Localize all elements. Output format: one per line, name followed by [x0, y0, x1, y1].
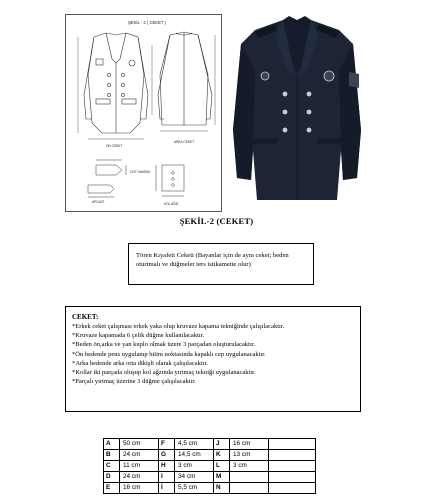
- drawing-title: ŞEKİL - 2 ( CEKET ): [128, 20, 166, 25]
- measurement-row: [104, 461, 316, 472]
- measurement-value: 16 cm: [230, 439, 269, 450]
- cuff-label: KOL AĞZI: [164, 202, 179, 206]
- measurement-value: 24 cm: [120, 472, 159, 483]
- measurement-table: [103, 438, 316, 494]
- measurement-value: 3 cm: [230, 461, 269, 472]
- measurement-key: G: [159, 450, 175, 461]
- measurement-key: I: [159, 472, 175, 483]
- measurement-value: 11 cm: [120, 461, 159, 472]
- ceket-item: *Erkek ceket çalışması erkek yaka olup kruvaze kapama tekniğinde çalışılacaktır.: [72, 323, 285, 330]
- note-box: Tören Kıyafeti Ceketi (Bayanlar için de aynı ceket; beden oturtmalı ve düğmeler ters istikamette olur): [128, 243, 314, 285]
- measurement-key: F: [159, 439, 175, 450]
- measurement-key: D: [104, 472, 120, 483]
- ceket-item: *Beden ön,arka ve yan kuplo olmak üzere 3 parçadan oluşturulacaktır.: [72, 341, 256, 349]
- measurement-value: 16 cm: [120, 483, 159, 494]
- ceket-item: *Parçalı yırtmaç üzerine 3 düğme çalışılacaktır.: [72, 378, 196, 386]
- measurement-value: [230, 472, 269, 483]
- front-jacket-drawing: [84, 33, 148, 133]
- ceket-item: *Kollar iki parçada oluşup kol ağzında yırtmaç tekniği uygulanacaktır.: [72, 369, 256, 377]
- epaulette-drawing: [88, 185, 114, 197]
- measurement-key: C: [104, 461, 120, 472]
- measurement-key: K: [214, 450, 230, 461]
- back-jacket-drawing: [158, 32, 212, 125]
- ceket-item: *Kruvaze kapamada 6 çelik düğme kullanılacaktır.: [72, 332, 205, 340]
- epaulette-label: APOLET: [92, 200, 105, 204]
- measurement-key: M: [214, 472, 230, 483]
- measurement-value: 50 cm: [120, 439, 159, 450]
- ceket-description-box: [65, 306, 361, 412]
- back-jacket-label: ARKA CEKET: [174, 140, 195, 144]
- measurement-value: 5,5 cm: [175, 483, 214, 494]
- ceket-title: CEKET:: [72, 313, 99, 321]
- jacket-pattern-illustration: [66, 15, 221, 211]
- measurement-value: 4,5 cm: [175, 439, 214, 450]
- measurement-key: H: [159, 461, 175, 472]
- measurement-value: [230, 483, 269, 494]
- ceket-item: *Arka bedende arka orta dikişli olarak çalışılacaktır.: [72, 359, 208, 367]
- measurement-value: 14,5 cm: [175, 450, 214, 461]
- measurement-row: [104, 483, 316, 494]
- measurement-key: L: [214, 461, 230, 472]
- measurement-key: J: [214, 439, 230, 450]
- measurement-empty-cell: [269, 461, 316, 472]
- jacket-photo: [225, 10, 370, 205]
- back-measure-lines: [160, 35, 215, 131]
- figure-title: ŞEKİL-2 (CEKET): [179, 216, 254, 226]
- measurement-key: B: [104, 450, 120, 461]
- front-jacket-label: ÖN CEKET: [106, 144, 123, 148]
- measurement-key: İ: [159, 483, 175, 494]
- measurement-empty-cell: [269, 472, 316, 483]
- jacket-photo-illustration: [225, 10, 370, 205]
- measurement-empty-cell: [269, 483, 316, 494]
- collar-piece-drawing: [96, 160, 126, 175]
- measurement-value: 13 cm: [230, 450, 269, 461]
- measurement-key: E: [104, 483, 120, 494]
- measurement-row: [104, 439, 316, 450]
- cuff-drawing: [156, 165, 184, 196]
- ceket-list: [72, 322, 355, 386]
- measurement-key: A: [104, 439, 120, 450]
- measurement-key: N: [214, 483, 230, 494]
- measurement-value: 34 cm: [175, 472, 214, 483]
- measurement-row: [104, 450, 316, 461]
- measurement-table-body: [104, 439, 316, 494]
- collar-label: COT HAKEMI: [130, 170, 150, 174]
- ceket-item: *Ön bedende pens uygulanıp bitim noktasında kapaklı cep uygulanacaktır.: [72, 350, 266, 358]
- measurement-empty-cell: [269, 439, 316, 450]
- measurement-empty-cell: [269, 450, 316, 461]
- measurement-value: 24 cm: [120, 450, 159, 461]
- measurement-value: 3 cm: [175, 461, 214, 472]
- technical-drawing: [65, 14, 222, 212]
- measurement-row: [104, 472, 316, 483]
